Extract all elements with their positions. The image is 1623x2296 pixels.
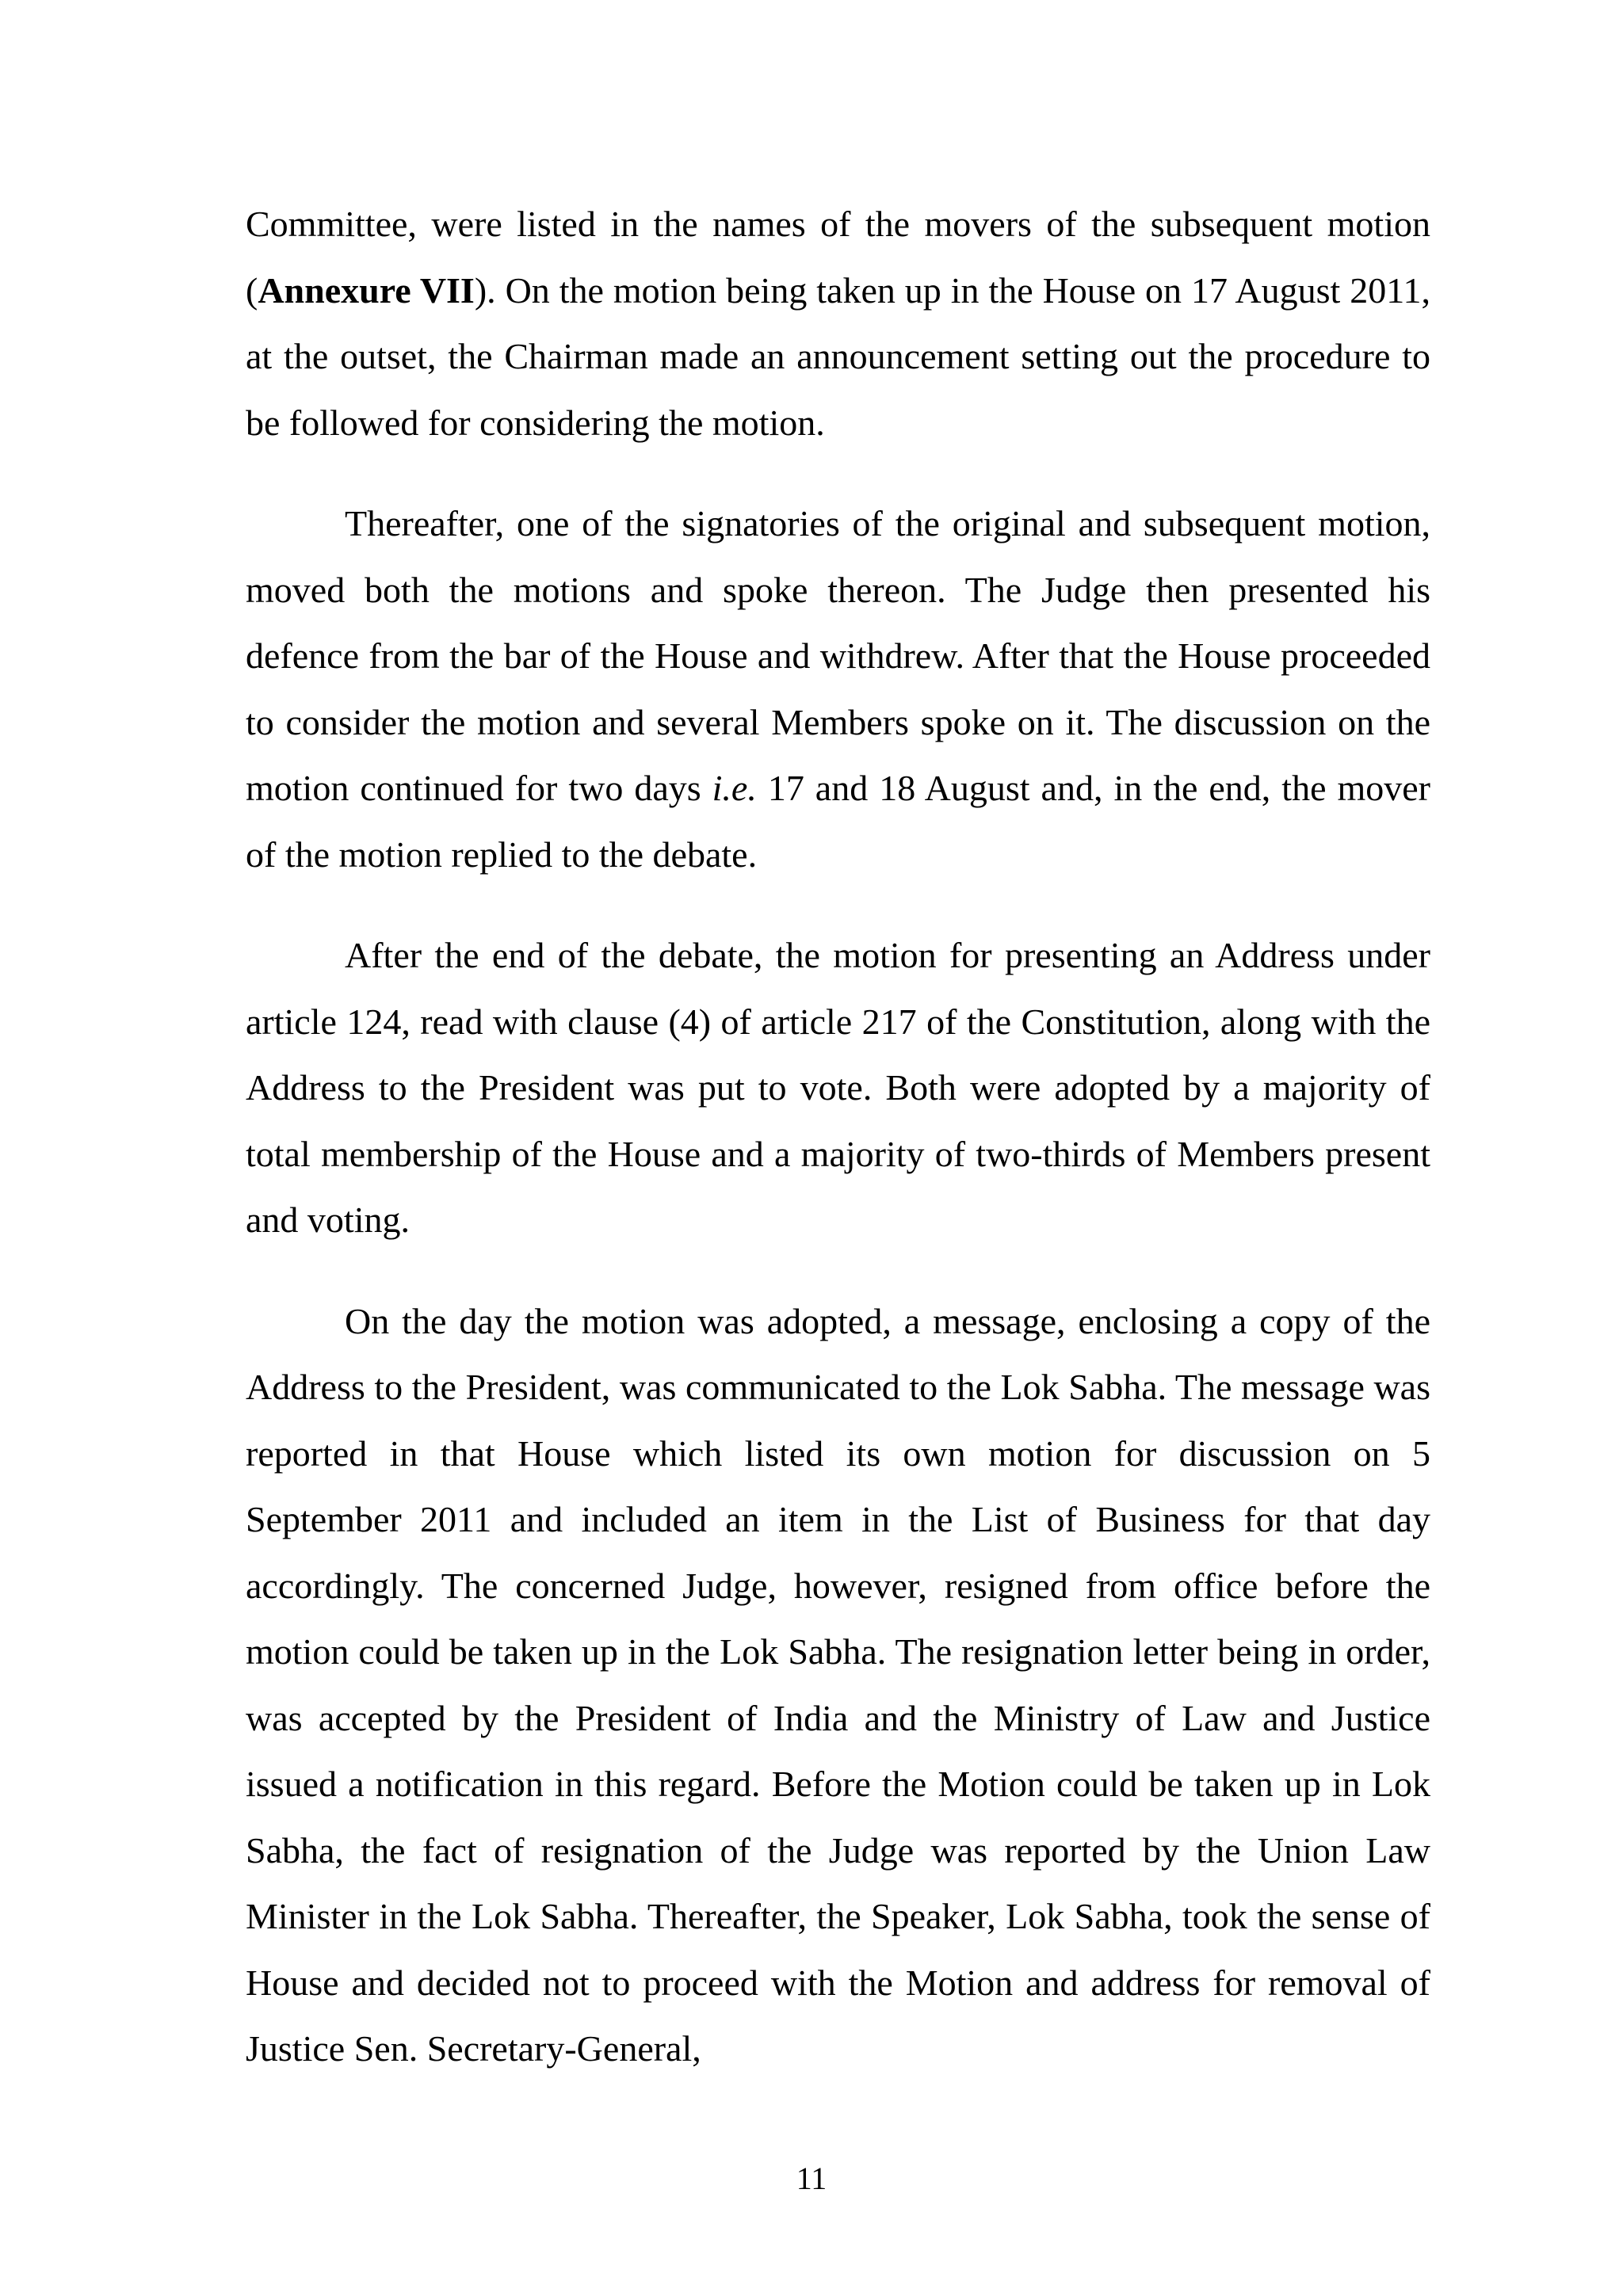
body-text <box>246 191 1430 2082</box>
annexure-reference: Annexure VII <box>258 269 475 311</box>
paragraph-2 <box>246 490 1430 887</box>
paragraph-1-text-a: Committee, were listed in the names of the movers of the subsequent motion ( <box>246 204 1430 311</box>
paragraph-2-text-a: Thereafter, one of the signatories of the original and subsequent motion, moved both the motions and spoke thereon. The Judge then presented his defence from the bar of the House and withdrew. After that the House proceeded to consider the motion and several Members spoke on it. The discussion on the motion continued for two days <box>246 503 1430 808</box>
ie-abbreviation: i.e. <box>712 768 757 808</box>
paragraph-1 <box>246 191 1430 456</box>
paragraph-1-text-b: ). On the motion being taken up in the House on 17 August 2011, at the outset, the Chairman made an announcement setting out the procedure to be followed for considering the motion. <box>246 269 1430 443</box>
paragraph-2-text-b: 17 and 18 August and, in the end, the mover of the motion replied to the debate. <box>246 768 1430 875</box>
paragraph-3: After the end of the debate, the motion for presenting an Address under article 124, read with clause (4) of article 217 of the Constitution, along with the Address to the President was put to vote. Both were adopted by a majority of total membership of the House and a majority of two-thirds of Members present and voting. <box>246 935 1430 1240</box>
page-number: 11 <box>796 2161 827 2196</box>
paragraph-4: On the day the motion was adopted, a message, enclosing a copy of the Address to the President, was communicated to the Lok Sabha. The message was reported in that House which listed its own motion for discussion on 5 September 2011 and included an item in the List of Business for that day accordingly. The concerned Judge, however, resigned from office before the motion could be taken up in the Lok Sabha. The resignation letter being in order, was accepted by the President of India and the Ministry of Law and Justice issued a notification in this regard. Before the Motion could be taken up in Lok Sabha, the fact of resignation of the Judge was reported by the Union Law Minister in the Lok Sabha. Thereafter, the Speaker, Lok Sabha, took the sense of House and decided not to proceed with the Motion and address for removal of Justice Sen. Secretary-General, <box>246 1300 1430 2069</box>
